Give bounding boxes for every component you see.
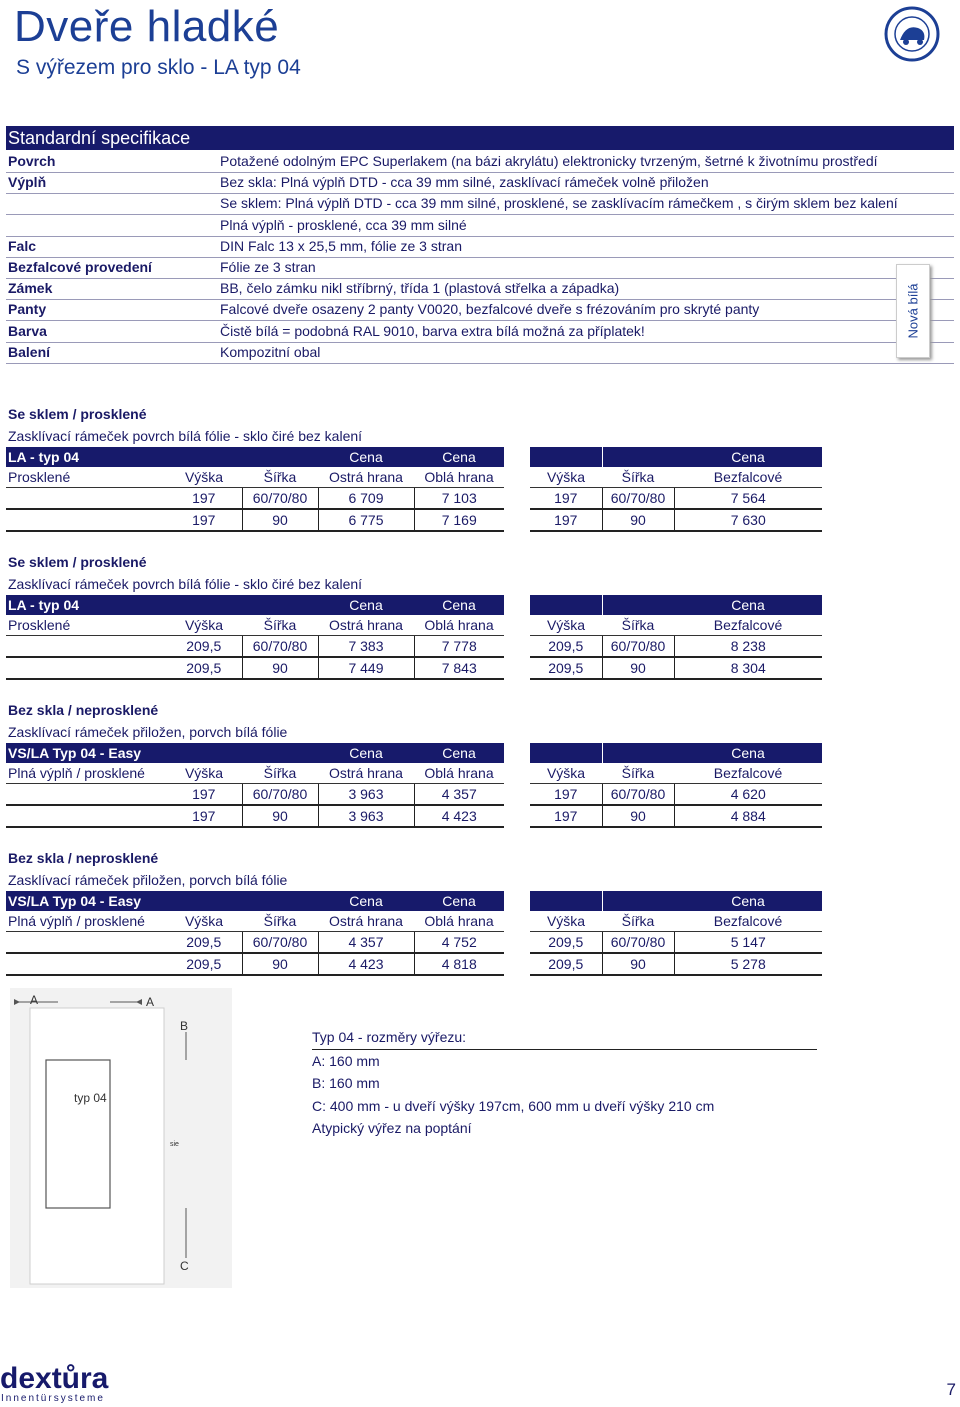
column-header: Šířka [242,911,318,932]
price-cell: 209,5 [166,932,242,954]
column-header: Plná výplň / prosklené [6,763,166,784]
price-header: Cena [318,447,414,467]
price-header: Cena [674,595,822,615]
price-cell: 197 [166,805,242,827]
spec-label: Zámek [8,280,53,297]
price-cell: 90 [602,509,674,531]
cutout-line-c: C: 400 mm - u dveří výšky 197cm, 600 mm u dveří výšky 210 cm [312,1097,715,1114]
row-label-cell [6,636,166,658]
price-cell: 7 169 [414,509,504,531]
price-cell: 209,5 [530,932,602,954]
price-cell: 197 [166,488,242,510]
column-header: Bezfalcové [674,467,822,488]
price-cell: 7 564 [674,488,822,510]
model-name: VS/LA Typ 04 - Easy [6,891,318,911]
price-header: Cena [318,891,414,911]
price-header: Cena [414,447,504,467]
price-cell: 5 147 [674,932,822,954]
table-row [6,784,822,806]
column-header: Výška [166,467,242,488]
price-table [6,595,822,680]
dim-a-left-label: A [30,993,39,1007]
column-header: Prosklené [6,615,166,636]
table-row [6,488,822,510]
spec-label: Výplň [8,174,47,191]
price-cell: 3 963 [318,805,414,827]
cutout-line-a: A: 160 mm [312,1052,380,1069]
column-header: Šířka [242,615,318,636]
spec-row [6,321,954,343]
column-header: Bezfalcové [674,911,822,932]
column-header: Výška [166,763,242,784]
column-header-row [6,763,822,784]
spec-row [6,236,954,258]
price-table [6,743,822,828]
column-header-row [6,467,822,488]
blank-header [602,743,674,763]
spacer [504,784,530,806]
spec-value: Falcové dveře osazeny 2 panty V0020, bezfalcové dveře s frézováním pro skryté panty [220,301,760,318]
price-cell: 209,5 [166,657,242,679]
spec-row [6,193,954,215]
table-row [6,509,822,531]
price-cell: 60/70/80 [602,932,674,954]
blank-header [530,743,602,763]
price-cell: 90 [602,805,674,827]
table-row [6,657,822,679]
table-row [6,932,822,954]
spec-label: Barva [8,322,47,339]
section-title: Bez skla / neprosklené [8,850,159,866]
price-header: Cena [318,595,414,615]
price-header: Cena [674,447,822,467]
price-cell: 6 775 [318,509,414,531]
price-cell: 4 357 [414,784,504,806]
price-table [6,891,822,976]
blank-header [530,447,602,467]
price-header: Cena [674,891,822,911]
column-header: Oblá hrana [414,467,504,488]
price-header: Cena [414,891,504,911]
dim-c-label: C [180,1259,189,1273]
spec-label: Balení [8,343,51,360]
column-header: Ostrá hrana [318,615,414,636]
column-header-row [6,615,822,636]
spacer [504,953,530,975]
blank-header [602,447,674,467]
dim-b-label: B [180,1019,189,1033]
column-header: Šířka [242,467,318,488]
price-cell: 7 778 [414,636,504,658]
price-header: Cena [414,743,504,763]
spec-row [6,172,954,194]
section-subtitle: Zasklívací rámeček přiložen, porvch bílá fólie [8,872,288,888]
column-header: Ostrá hrana [318,763,414,784]
spec-label: Bezfalcové provedení [8,259,152,275]
table-row [6,953,822,975]
spacer [504,805,530,827]
spec-value: Potažené odolným EPC Superlakem (na bázi akrylátu) elektronicky tvrzeným, šetrné k životnímu prostředí [220,153,878,169]
column-header: Ostrá hrana [318,911,414,932]
spec-heading: Standardní specifikace [6,126,954,150]
table-row [6,636,822,658]
price-cell: 60/70/80 [242,488,318,510]
price-cell: 197 [166,784,242,806]
price-cell: 60/70/80 [242,636,318,658]
price-cell: 4 884 [674,805,822,827]
spec-value: Se sklem: Plná výplň DTD - cca 39 mm silné, prosklené, se zasklívacím rámečkem , s čirým sklem bez kalení [220,195,898,212]
model-name: LA - typ 04 [6,595,318,615]
badge-label: Nová bílá [905,283,921,339]
column-header: Šířka [242,763,318,784]
spec-row [6,151,954,173]
column-header: Bezfalcové [674,763,822,784]
price-cell: 6 709 [318,488,414,510]
price-header: Cena [318,743,414,763]
price-cell: 90 [242,953,318,975]
price-header: Cena [414,595,504,615]
column-header-row [6,911,822,932]
price-cell: 90 [242,805,318,827]
blank-header [602,595,674,615]
price-cell: 7 383 [318,636,414,658]
price-header: Cena [674,743,822,763]
column-header: Prosklené [6,467,166,488]
spacer [504,743,530,763]
price-cell: 3 963 [318,784,414,806]
spec-label: Panty [8,301,47,318]
column-header: Oblá hrana [414,615,504,636]
row-label-cell [6,657,166,679]
price-cell: 7 843 [414,657,504,679]
price-cell: 209,5 [166,953,242,975]
price-cell: 4 357 [318,932,414,954]
section-title: Bez skla / neprosklené [8,702,159,718]
price-cell: 4 752 [414,932,504,954]
cutout-note: Atypický výřez na poptání [312,1120,472,1136]
price-cell: 5 278 [674,953,822,975]
blank-header [602,891,674,911]
price-header-row [6,743,822,763]
price-cell: 197 [166,509,242,531]
price-cell: 8 304 [674,657,822,679]
spacer [504,615,530,636]
column-header: Výška [166,615,242,636]
price-table [6,447,822,532]
spec-row [6,215,954,237]
price-cell: 60/70/80 [602,636,674,658]
column-header: Oblá hrana [414,763,504,784]
row-label-cell [6,805,166,827]
column-header: Výška [530,615,602,636]
price-cell: 90 [242,657,318,679]
page-subtitle: S výřezem pro sklo - LA typ 04 [16,56,301,79]
price-cell: 7 449 [318,657,414,679]
spacer [504,657,530,679]
cutout-dimensions [312,1026,817,1140]
spacer [504,595,530,615]
price-cell: 60/70/80 [602,488,674,510]
price-cell: 4 620 [674,784,822,806]
spec-value: Bez skla: Plná výplň DTD - cca 39 mm silné, zasklívací rámeček volně přiložen [220,174,709,191]
column-header: Bezfalcové [674,615,822,636]
row-label-cell [6,488,166,510]
price-cell: 197 [530,784,602,806]
spec-value: Fólie ze 3 stran [220,259,316,275]
spec-value: Čistě bílá = podobná RAL 9010, barva extra bílá možná za příplatek! [220,322,645,339]
spec-value: Kompozitní obal [220,343,321,360]
section-title: Se sklem / prosklené [8,554,147,570]
price-header-row [6,891,822,911]
spacer [504,911,530,932]
spec-value: BB, čelo zámku nikl stříbrný, třída 1 (plastová střelka a západka) [220,280,620,297]
price-cell: 7 630 [674,509,822,531]
spec-label: Povrch [8,153,56,169]
price-header-row [6,595,822,615]
column-header: Šířka [602,911,674,932]
row-label-cell [6,932,166,954]
dim-a-right-label: A [146,995,155,1009]
row-label-cell [6,784,166,806]
page-title: Dveře hladké [14,2,280,51]
section-subtitle: Zasklívací rámeček povrch bílá fólie - sklo čiré bez kalení [8,576,363,592]
model-name: LA - typ 04 [6,447,318,467]
typ-label: typ 04 [74,1091,107,1105]
blank-header [530,891,602,911]
price-header-row [6,447,822,467]
brand-name: dextůra [0,1362,109,1395]
cutout-heading: Typ 04 - rozměry výřezu: [312,1026,817,1050]
page-number: 7 [946,1380,956,1399]
price-cell: 209,5 [530,657,602,679]
column-header: Výška [530,763,602,784]
dextura-logo [0,1358,120,1404]
spec-label: Falc [8,237,37,254]
spec-value: Plná výplň - prosklené, cca 39 mm silné [220,216,467,233]
spacer [504,636,530,658]
spec-row [6,278,954,300]
table-row [6,805,822,827]
spacer [504,763,530,784]
price-cell: 4 423 [318,953,414,975]
spacer [504,488,530,510]
price-cell: 60/70/80 [242,932,318,954]
spacer [504,467,530,488]
price-cell: 90 [602,657,674,679]
spacer [504,932,530,954]
price-cell: 197 [530,488,602,510]
cutout-line-b: B: 160 mm [312,1075,380,1091]
section-title: Se sklem / prosklené [8,406,147,422]
spec-row [6,342,954,364]
sie-label: sie [170,1141,179,1148]
spec-row [6,299,954,321]
brand-tagline: Innentürsysteme [1,1393,105,1404]
column-header: Výška [530,467,602,488]
section-subtitle: Zasklívací rámeček přiložen, porvch bílá fólie [8,724,288,740]
price-cell: 7 103 [414,488,504,510]
new-white-badge [896,264,930,358]
model-name: VS/LA Typ 04 - Easy [6,743,318,763]
column-header: Výška [530,911,602,932]
price-cell: 8 238 [674,636,822,658]
column-header: Ostrá hrana [318,467,414,488]
price-cell: 4 818 [414,953,504,975]
price-cell: 209,5 [530,636,602,658]
blank-header [530,595,602,615]
price-cell: 209,5 [530,953,602,975]
cutout-diagram [10,988,232,1288]
column-header: Šířka [602,763,674,784]
price-cell: 197 [530,509,602,531]
price-cell: 209,5 [166,636,242,658]
price-cell: 90 [242,509,318,531]
spec-row [6,257,954,279]
column-header: Šířka [602,467,674,488]
row-label-cell [6,953,166,975]
superlack-seal-logo [884,6,940,62]
section-subtitle: Zasklívací rámeček povrch bílá fólie - sklo čiré bez kalení [8,428,363,444]
column-header: Oblá hrana [414,911,504,932]
price-cell: 60/70/80 [242,784,318,806]
spacer [504,509,530,531]
column-header: Šířka [602,615,674,636]
spacer [504,447,530,467]
column-header: Výška [166,911,242,932]
row-label-cell [6,509,166,531]
price-cell: 90 [602,953,674,975]
spec-value: DIN Falc 13 x 25,5 mm, fólie ze 3 stran [220,237,462,254]
price-cell: 60/70/80 [602,784,674,806]
spacer [504,891,530,911]
price-cell: 4 423 [414,805,504,827]
column-header: Plná výplň / prosklené [6,911,166,932]
price-cell: 197 [530,805,602,827]
